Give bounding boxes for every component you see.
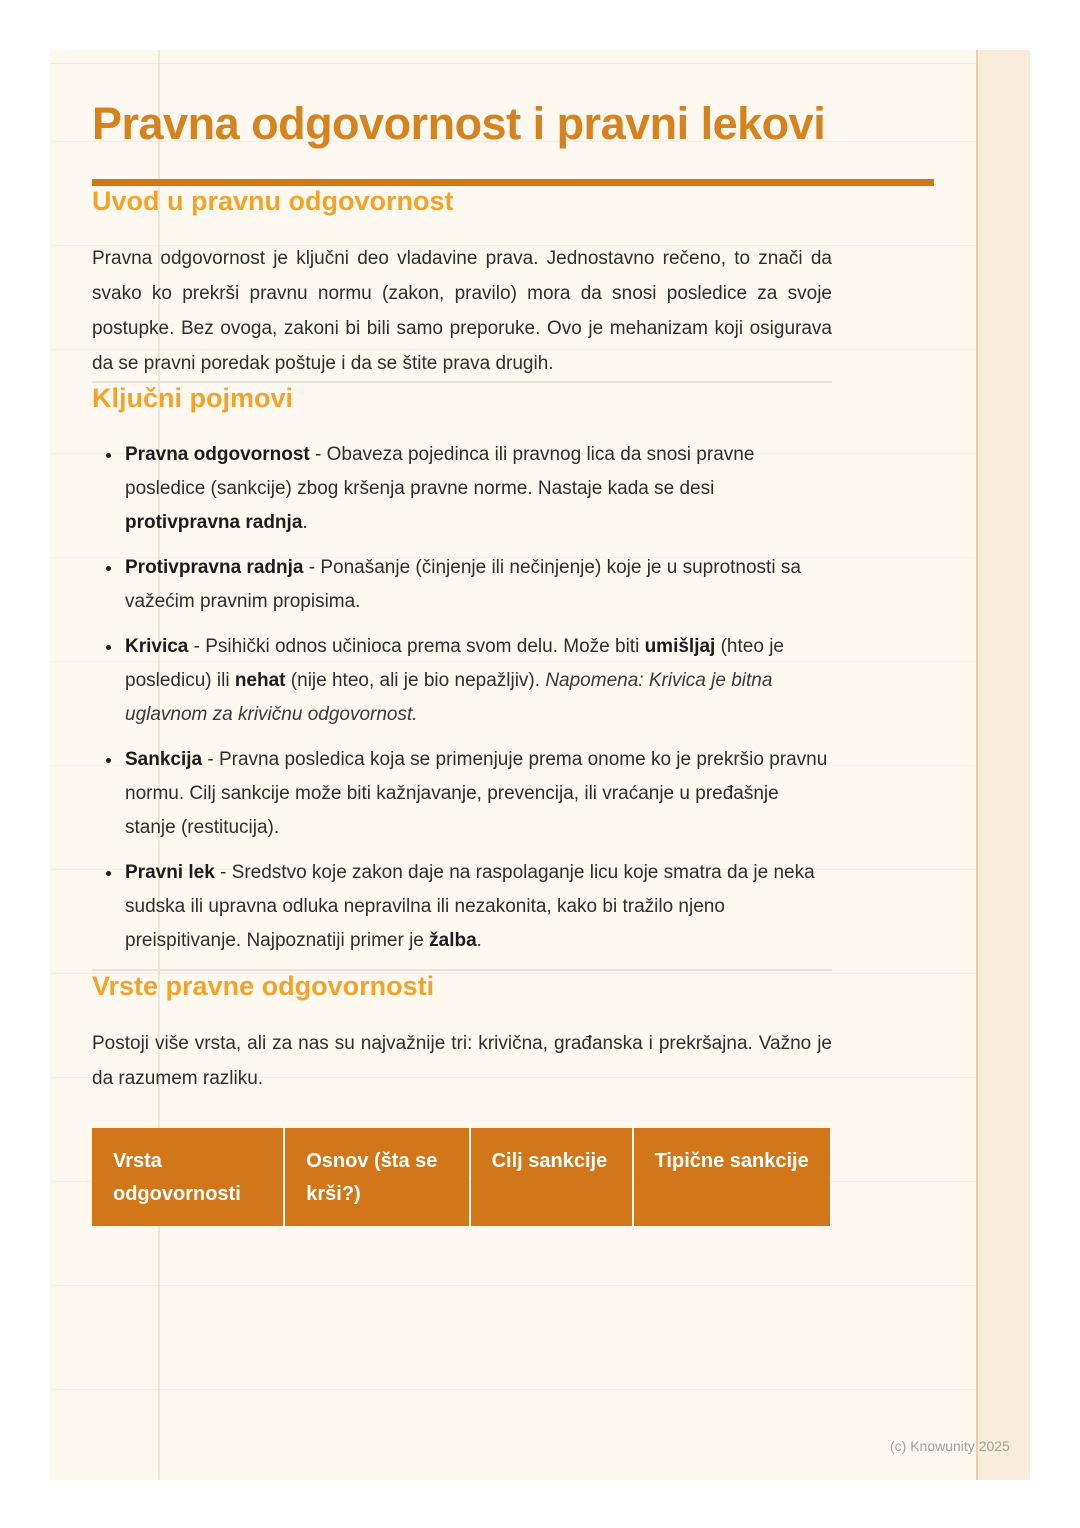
title-rule: [92, 179, 934, 186]
key-term-run: Napomena: Krivica je bitna uglavnom za krivičnu odgovornost.: [125, 669, 773, 725]
key-term-run: - Pravna posledica koja se primenjuje prema onome ko je prekršio pravnu normu. Cilj sankcije može biti kažnjavanje, prevencija, ili vraćanje u pređašnje stanje (restitucija).: [125, 748, 828, 838]
key-term-run: .: [302, 511, 308, 533]
table-header-cell: Cilj sankcije: [471, 1128, 632, 1226]
types-paragraph: Postoji više vrsta, ali za nas su najvažnije tri: krivična, građanska i prekršajna. Važno je da razumem razliku.: [92, 1032, 832, 1089]
key-term-item: [123, 630, 832, 732]
table-header-row: [92, 1128, 830, 1226]
key-term-run: - Psihički odnos učinioca prema svom delu. Može biti: [188, 635, 645, 657]
section-heading-key-terms: Ključni pojmovi: [92, 382, 294, 413]
key-term-run: (nije hteo, ali je bio nepažljiv).: [285, 669, 546, 691]
key-term-run: Sankcija: [125, 748, 203, 770]
key-term-run: Pravna odgovornost: [125, 443, 310, 465]
key-term-run: (hteo je posledicu) ili: [125, 635, 784, 691]
key-terms-list: [92, 438, 832, 958]
page-edge-strip: [976, 50, 1030, 1480]
document-content: [92, 95, 832, 1228]
paper-sheet: [50, 50, 1030, 1480]
table-header-cell: Tipične sankcije: [634, 1128, 830, 1226]
key-term-run: žalba: [429, 929, 477, 951]
key-term-run: nehat: [234, 669, 286, 691]
section-heading-types: Vrste pravne odgovornosti: [92, 970, 435, 1001]
copyright-note: (c) Knowunity 2025: [890, 1438, 1010, 1454]
responsibility-table: [90, 1126, 832, 1228]
key-term-run: .: [476, 929, 482, 951]
table-header-cell: Osnov (šta se krši?): [285, 1128, 468, 1226]
key-term-run: protivpravna radnja: [125, 511, 303, 533]
intro-paragraph: Pravna odgovornost je ključni deo vladavine prava. Jednostavno rečeno, to znači da svako ko prekrši pravnu normu (zakon, pravilo) mora da snosi posledice za svoje postupke. Bez ovoga, zakoni bi bili samo preporuke. Ovo je mehanizam koji osigurava da se pravni poredak poštuje i da se štite prava drugih.: [92, 247, 832, 374]
page-title: Pravna odgovornost i pravni lekovi: [92, 98, 826, 149]
key-term-run: - Ponašanje (činjenje ili nečinjenje) koje je u suprotnosti sa važećim pravnim propisima.: [125, 556, 801, 612]
key-term-run: umišljaj: [644, 635, 716, 657]
table-header-cell: Vrsta odgovornosti: [92, 1128, 283, 1226]
key-term-run: - Sredstvo koje zakon daje na raspolaganje licu koje smatra da je neka sudska ili upravna odluka nepravilna ili nezakonita, kako bi tražilo njeno preispitivanje. Najpoznatiji primer je: [125, 861, 815, 951]
key-term-run: Krivica: [125, 635, 189, 657]
key-term-item: [123, 856, 832, 958]
key-term-item: [123, 438, 832, 540]
key-term-item: [123, 743, 832, 845]
key-term-run: Protivpravna radnja: [125, 556, 304, 578]
section-heading-intro: Uvod u pravnu odgovornost: [92, 185, 454, 216]
key-term-item: [123, 551, 832, 619]
key-term-run: - Obaveza pojedinca ili pravnog lica da snosi pravne posledice (sankcije) zbog kršenja pravne norme. Nastaje kada se desi: [125, 443, 755, 499]
key-term-run: Pravni lek: [125, 861, 215, 883]
